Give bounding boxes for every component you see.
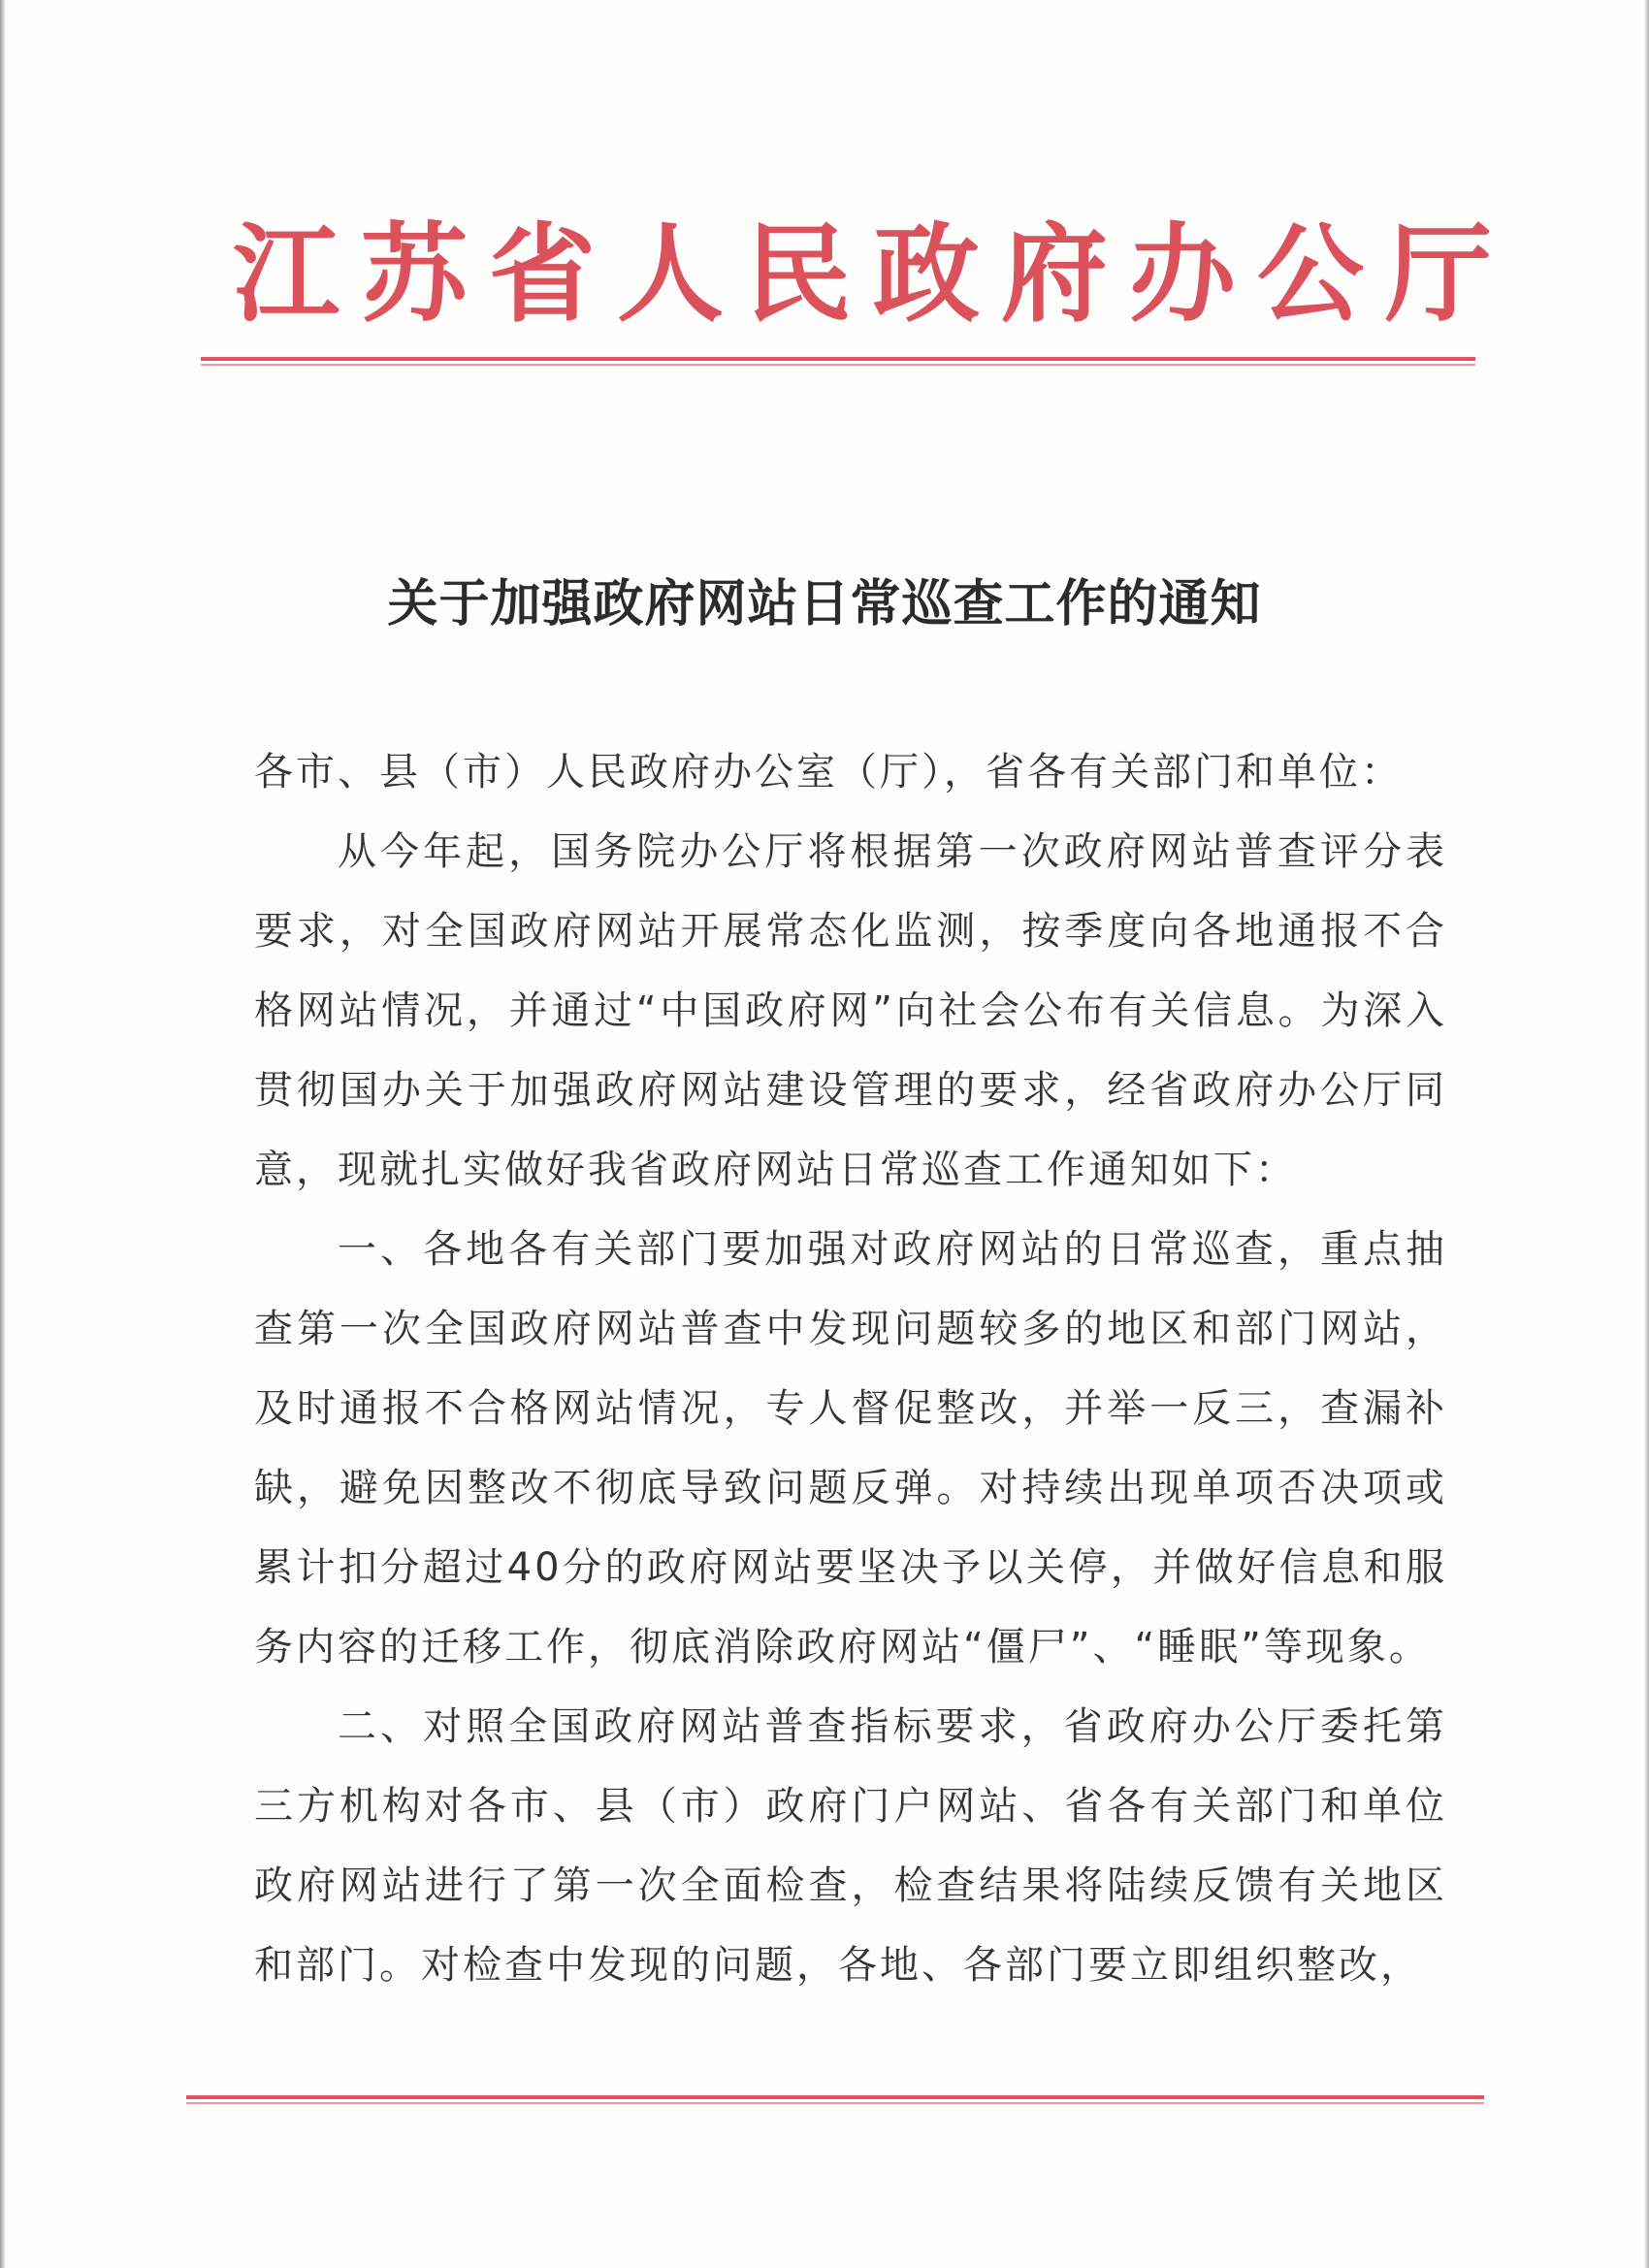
scan-edge-right <box>1644 0 1649 2268</box>
header-red-rule <box>201 357 1475 361</box>
scan-edge-left <box>0 0 6 2268</box>
paragraph-item-one: 一、各地各有关部门要加强对政府网站的日常巡查，重点抽查第一次全国政府网站普查中发现问题较多的地区和部门网站，及时通报不合格网站情况，专人督促整改，并举一反三，查漏补缺，避免因整改不彻底导致问题反弹。对持续出现单项否决项或累计扣分超过40分的政府网站要坚决予以关停，并做好信息和服务内容的迁移工作，彻底消除政府网站“僵尸”、“睡眠”等现象。 <box>254 1227 1447 1669</box>
paragraph-intro: 从今年起，国务院办公厅将根据第一次政府网站普查评分表要求，对全国政府网站开展常态化监测，按季度向各地通报不合格网站情况，并通过“中国政府网”向社会公布有关信息。为深入贯彻国办关于加强政府网站建设管理的要求，经省政府办公厅同意，现就扎实做好我省政府网站日常巡查工作通知如下： <box>254 829 1447 1192</box>
footer-red-rule <box>186 2095 1484 2099</box>
masthead-title: 江苏省人民政府办公厅 <box>233 211 1513 337</box>
document-title: 关于加强政府网站日常巡查工作的通知 <box>387 574 1262 633</box>
document-body <box>254 732 1447 2005</box>
salutation: 各市、县（市）人民政府办公室（厅），省各有关部门和单位： <box>254 750 1403 794</box>
paragraph-item-two: 二、对照全国政府网站普查指标要求，省政府办公厅委托第三方机构对各市、县（市）政府门户网站、省各有关部门和单位政府网站进行了第一次全面检查，检查结果将陆续反馈有关地区和部门。对检查中发现的问题，各地、各部门要立即组织整改， <box>254 1704 1447 1988</box>
